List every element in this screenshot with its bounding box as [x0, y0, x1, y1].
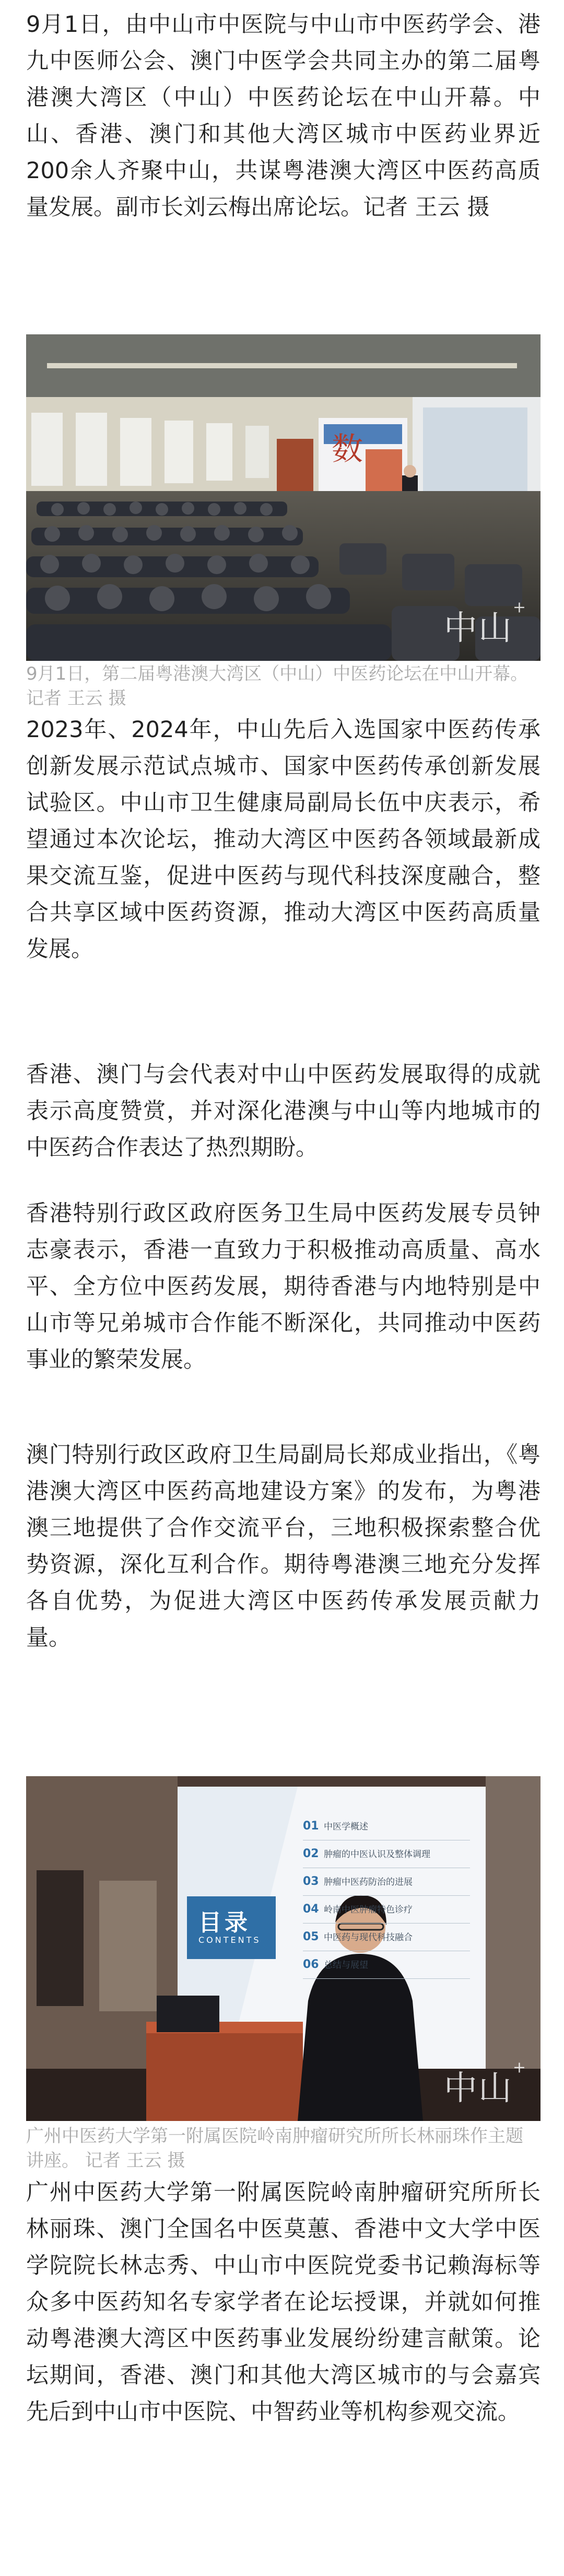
slide-contents-item: 03 肿瘤中医药防治的进展 [303, 1868, 470, 1896]
article-paragraph-2: 2023年、2024年，中山先后入选国家中医药传承创新发展示范试点城市、国家中医药传承创新发展试验区。中山市卫生健康局副局长伍中庆表示，希望通过本次论坛，推动大湾区中医药各领域最新成果交流互鉴，促进中医药与现代科技深度融合，整合共享区域中医药资源，推动大湾区中医药高质量发展。 [26, 717, 540, 962]
slide-contents-item: 01 中医学概述 [303, 1813, 470, 1840]
article-paragraph-3: 香港、澳门与会代表对中山中医药发展取得的成就表示高度赞赏，并对深化港澳与中山等内地城市的中医药合作表达了热烈期盼。 [26, 1062, 540, 1161]
photo-watermark: 中山+ [443, 2058, 527, 2108]
slide-subtitle: CONTENTS [198, 1935, 261, 1945]
article-paragraph-6: 广州中医药大学第一附属医院岭南肿瘤研究所所长林丽珠、澳门全国名中医莫蕙、香港中文大学中医学院院长林志秀、中山市中医院党委书记赖海标等众多中医药知名专家学者在论坛授课，并就如何推动粤港澳大湾区中医药事业发展纷纷建言献策。论坛期间，香港、澳门和其他大湾区城市的与会嘉宾先后到中山市中医院、中智药业等机构参观交流。 [26, 2179, 540, 2425]
article-paragraph-5: 澳门特别行政区政府卫生局副局长郑成业指出，《粤港澳大湾区中医药高地建设方案》的发布，为粤港澳三地提供了合作交流平台，三地积极探索整合优势资源，深化互利合作。期待粤港澳三地充分发挥各自优势，为促进大湾区中医药传承发展贡献力量。 [26, 1442, 540, 1651]
screen-text: 数 [332, 431, 363, 468]
photo-caption-1: 9月1日，第二届粤港澳大湾区（中山）中医药论坛在中山开幕。 记者 王云 摄 [26, 663, 528, 709]
slide-contents-item: 05 中医药与现代科技融合 [303, 1924, 470, 1951]
article-paragraph-4: 香港特别行政区政府医务卫生局中医药发展专员钟志豪表示，香港一直致力于积极推动高质量、高水平、全方位中医药发展，期待香港与内地特别是中山市等兄弟城市合作能不断深化，共同推动中医药事业的繁荣发展。 [26, 1200, 540, 1373]
slide-contents-item: 06 总结与展望 [303, 1951, 470, 1979]
slide-title-box [187, 1896, 276, 1959]
slide-contents-item: 02 肿瘤的中医认识及整体调理 [303, 1840, 470, 1868]
lecture-photo [26, 1776, 540, 2121]
slide-title: 目录 [198, 1909, 251, 1936]
photo-caption-2: 广州中医药大学第一附属医院岭南肿瘤研究所所长林丽珠作主题讲座。 记者 王云 摄 [26, 2126, 523, 2171]
slide-contents-list [303, 1813, 470, 1979]
photo-watermark: 中山+ [443, 598, 527, 648]
presentation-slide [183, 1792, 475, 2064]
article-paragraph-1: 9月1日，由中山市中医院与中山市中医药学会、港九中医师公会、澳门中医学会共同主办的第二届粤港澳大湾区（中山）中医药论坛在中山开幕。中山、香港、澳门和其他大湾区城市中医药业界近200余人齐聚中山，共谋粤港澳大湾区中医药高质量发展。副市长刘云梅出席论坛。记者 王云 摄 [26, 11, 540, 220]
slide-contents-item: 04 岭南中医肿瘤特色诊疗 [303, 1896, 470, 1924]
forum-opening-photo [26, 334, 540, 661]
